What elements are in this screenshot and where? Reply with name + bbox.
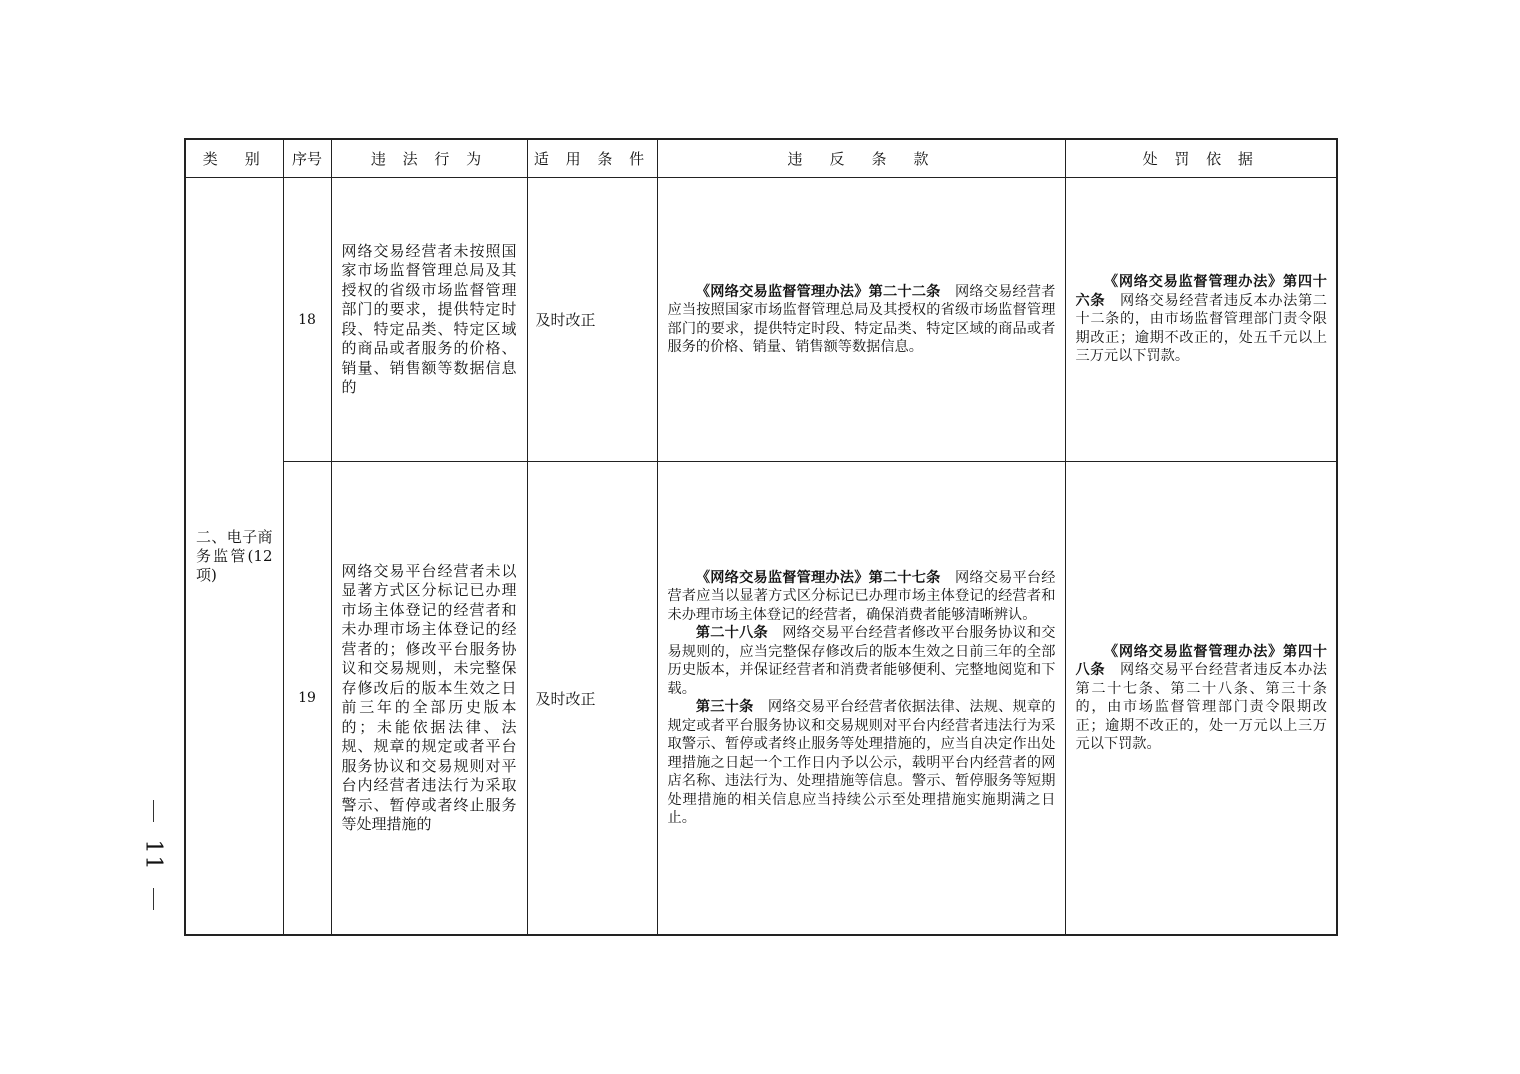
basis-article-title: 《网络交易监督管理办法》第四十八条 (1075, 643, 1327, 678)
basis-text: 网络交易平台经营者违反本办法第二十七条、第二十八条、第三十条的，由市场监督管理部门责令限期改正；逾期不改正的，处一万元以上三万元以下罚款。 (1075, 662, 1327, 752)
page-number (138, 800, 168, 910)
table-row (185, 462, 1337, 936)
clause-text: 网络交易经营者应当按照国家市场监督管理总局及其授权的省级市场监督管理部门的要求，提供特定时段、特定品类、特定区域的商品或者服务的价格、销量、销售额等数据信息。 (667, 283, 1056, 355)
basis-article-title: 《网络交易监督管理办法》第四十六条 (1075, 274, 1327, 309)
category-cell: 二、电子商务监管(12项) (185, 178, 283, 936)
clause-text: 网络交易平台经营者修改平台服务协议和交易规则的，应当完整保存修改后的版本生效之日前三年的全部历史版本，并保证经营者和消费者能够便利、完整地阅览和下载。 (667, 625, 1056, 697)
page-number-text: 11 (140, 839, 166, 871)
clause-paragraph (668, 283, 1056, 357)
basis-text: 网络交易经营者违反本办法第二十二条的，由市场监督管理部门责令限期改正；逾期不改正的，处五千元以上三万元以下罚款。 (1075, 292, 1327, 365)
behavior-cell: 网络交易经营者未按照国家市场监督管理总局及其授权的省级市场监督管理部门的要求，提供特定时段、特定品类、特定区域的商品或者服务的价格、销量、销售额等数据信息的 (331, 178, 527, 462)
table-row (185, 178, 1337, 462)
header-behavior: 违 法 行 为 (331, 139, 527, 178)
clause-cell (657, 462, 1065, 936)
condition-cell: 及时改正 (527, 178, 657, 462)
clause-paragraph (668, 698, 1056, 828)
basis-cell (1065, 462, 1337, 936)
seq-cell: 18 (283, 178, 331, 462)
clause-article-title: 第三十条 (695, 699, 754, 715)
clause-cell (657, 178, 1065, 462)
condition-cell: 及时改正 (527, 462, 657, 936)
clause-article-title: 第二十八条 (695, 625, 768, 641)
header-category: 类 别 (185, 139, 283, 178)
page-number-dash-bottom (153, 888, 154, 910)
clause-article-title: 《网络交易监督管理办法》第二十七条 (695, 569, 941, 586)
clause-text: 网络交易平台经营者应当以显著方式区分标记已办理市场主体登记的经营者和未办理市场主体登记的经营者，确保消费者能够清晰辨认。 (667, 569, 1056, 623)
behavior-cell: 网络交易平台经营者未以显著方式区分标记已办理市场主体登记的经营者和未办理市场主体登记的经营者的；修改平台服务协议和交易规则，未完整保存修改后的版本生效之日前三年的全部历史版本的；未能依据法律、法规、规章的规定或者平台服务协议和交易规则对平台内经营者违法行为采取警示、暂停或者终止服务等处理措施的 (331, 462, 527, 936)
page-number-dash-top (153, 800, 154, 822)
clause-paragraph (668, 569, 1056, 625)
header-clause: 违 反 条 款 (657, 139, 1065, 178)
header-seq: 序号 (283, 139, 331, 178)
clause-text: 网络交易平台经营者依据法律、法规、规章的规定或者平台服务协议和交易规则对平台内经营者违法行为采取警示、暂停或者终止服务等处理措施的，应当自决定作出处理措施之日起一个工作日内予以公示，载明平台内经营者的网店名称、违法行为、处理措施等信息。警示、暂停服务等短期处理措施的相关信息应当持续公示至处理措施实施期满之日止。 (667, 699, 1056, 826)
penalty-table (184, 138, 1338, 936)
basis-paragraph (1076, 273, 1328, 366)
clause-article-title: 《网络交易监督管理办法》第二十二条 (695, 283, 941, 300)
basis-cell (1065, 178, 1337, 462)
seq-cell: 19 (283, 462, 331, 936)
basis-paragraph (1076, 643, 1328, 754)
clause-paragraph (668, 624, 1056, 698)
header-condition: 适 用 条 件 (527, 139, 657, 178)
table-header-row (185, 139, 1337, 178)
header-basis: 处 罚 依 据 (1065, 139, 1337, 178)
